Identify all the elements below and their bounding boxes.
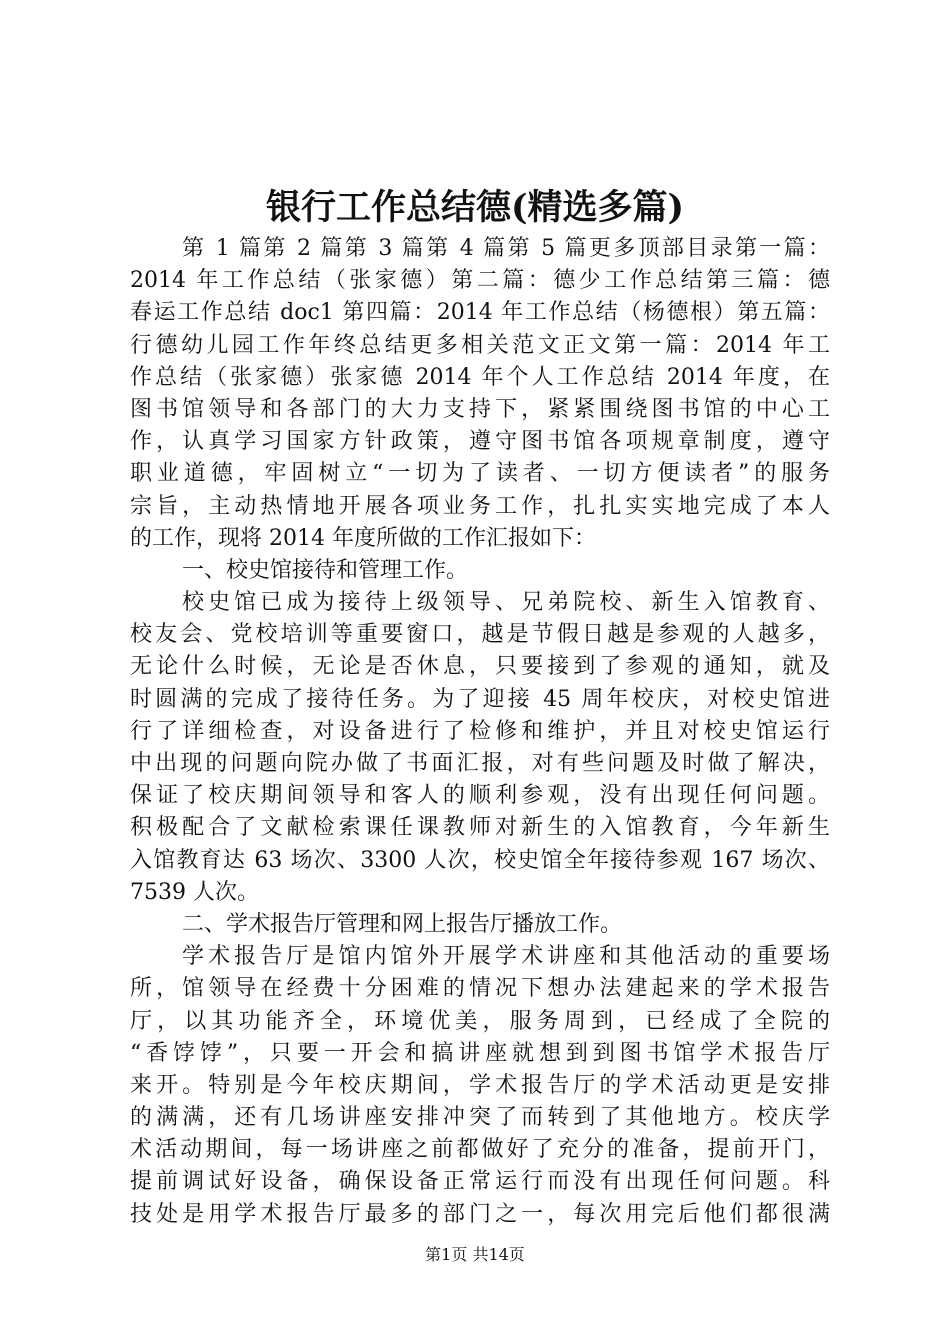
text-line: 的满满，还有几场讲座安排冲突了而转到了其他地方。校庆学 [130, 1105, 830, 1131]
text-line: 行了详细检查，对设备进行了检修和维护，并且对校史馆运行 [130, 718, 830, 744]
text-line: 作总结（张家德）张家德 2014 年个人工作总结 2014 年度，在 [130, 364, 830, 390]
text-line: 来开。特别是今年校庆期间，学术报告厅的学术活动更是安排 [130, 1072, 830, 1098]
document-title: 银行工作总结德(精选多篇) [265, 187, 685, 228]
text-line: 学术报告厅是馆内馆外开展学术讲座和其他活动的重要场 [182, 944, 830, 970]
text-line: 积极配合了文献检索课任课教师对新生的入馆教育，今年新生 [130, 815, 830, 841]
text-line: 所，馆领导在经费十分困难的情况下想办法建起来的学术报告 [130, 976, 830, 1002]
text-line: 宗旨，主动热情地开展各项业务工作，扎扎实实地完成了本人 [130, 493, 830, 519]
text-line: 提前调试好设备，确保设备正常运行而没有出现任何问题。科 [130, 1169, 830, 1195]
text-line: 作，认真学习国家方针政策，遵守图书馆各项规章制度，遵守 [130, 429, 830, 455]
text-line: 中出现的问题向院办做了书面汇报，对有些问题及时做了解决， [130, 751, 830, 776]
text-line: 2014 年工作总结（张家德）第二篇：德少工作总结第三篇：德 [130, 268, 830, 294]
text-line: 图书馆领导和各部门的大力支持下，紧紧围绕图书馆的中心工 [130, 396, 830, 422]
document-body [130, 233, 830, 1231]
text-line: 第 1 篇第 2 篇第 3 篇第 4 篇第 5 篇更多顶部目录第一篇： [182, 236, 830, 261]
text-line: 术活动期间，每一场讲座之前都做好了充分的准备，提前开门， [130, 1137, 830, 1163]
text-line: 入馆教育达 63 场次、3300 人次，校史馆全年接待参观 167 场次、 [130, 847, 830, 873]
text-line: 的工作，现将 2014 年度所做的工作汇报如下： [130, 525, 596, 551]
text-line: “香饽饽”，只要一开会和搞讲座就想到到图书馆学术报告厅 [130, 1040, 830, 1066]
text-line: 保证了校庆期间领导和客人的顺利参观，没有出现任何问题。 [130, 783, 830, 809]
text-line: 技处是用学术报告厅最多的部门之一，每次用完后他们都很满 [130, 1201, 830, 1227]
text-line: 春运工作总结 doc1 第四篇：2014 年工作总结（杨德根）第五篇： [130, 300, 830, 326]
text-line: 职业道德，牢固树立“一切为了读者、一切方便读者”的服务 [130, 461, 830, 487]
text-line: 校史馆已成为接待上级领导、兄弟院校、新生入馆教育、 [182, 590, 830, 616]
section-heading: 二、学术报告厅管理和网上报告厅播放工作。 [182, 911, 623, 937]
text-line: 厅，以其功能齐全，环境优美，服务周到，已经成了全院的 [130, 1008, 830, 1034]
text-line: 7539 人次。 [130, 879, 259, 905]
text-line: 校友会、党校培训等重要窗口，越是节假日越是参观的人越多， [130, 622, 830, 648]
text-line: 时圆满的完成了接待任务。为了迎接 45 周年校庆，对校史馆进 [130, 686, 830, 712]
page-footer: 第1页 共14页 [425, 1245, 525, 1264]
section-heading: 一、校史馆接待和管理工作。 [182, 557, 469, 583]
text-line: 行德幼儿园工作年终总结更多相关范文正文第一篇：2014 年工 [130, 332, 830, 358]
text-line: 无论什么时候，无论是否休息，只要接到了参观的通知，就及 [130, 654, 830, 680]
